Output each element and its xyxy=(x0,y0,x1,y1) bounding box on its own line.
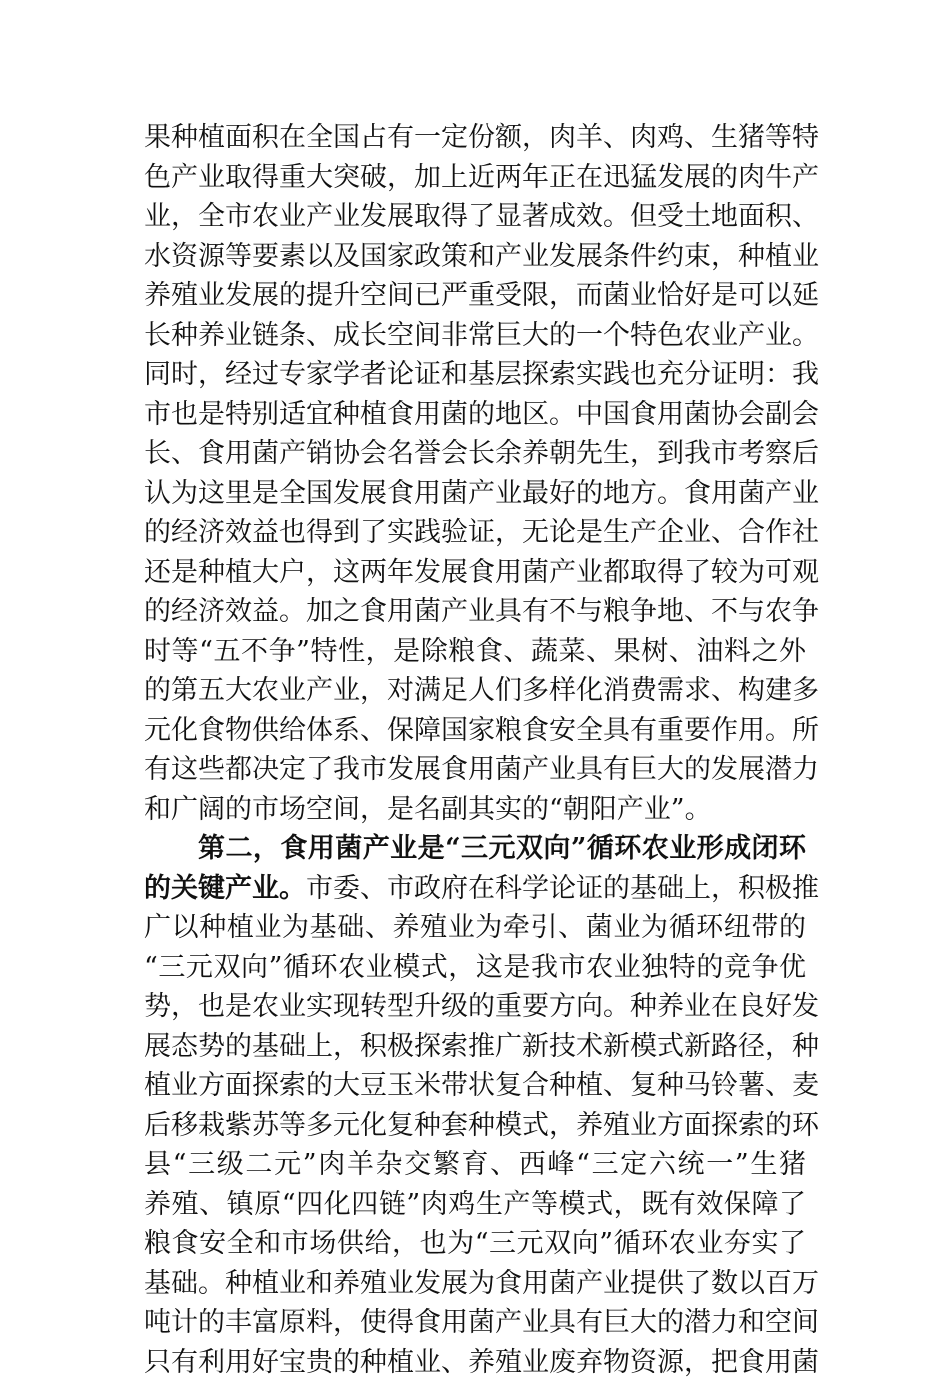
paragraph-2-body xyxy=(144,908,806,1382)
paragraph-2 xyxy=(144,829,806,1382)
text-line: 果种植面积在全国占有一定份额，肉羊、肉鸡、生猪等特 xyxy=(144,118,806,158)
text-line: 时等“五不争”特性，是除粮食、蔬菜、果树、油料之外 xyxy=(144,632,806,672)
text-line: 同时，经过专家学者论证和基层探索实践也充分证明：我 xyxy=(144,355,806,395)
text-line: 养殖、镇原“四化四链”肉鸡生产等模式，既有效保障了 xyxy=(144,1185,806,1225)
text-line: 后移栽紫苏等多元化复种套种模式，养殖业方面探索的环 xyxy=(144,1106,806,1146)
paragraph-2-heading-end: 的关键产业。 xyxy=(144,873,306,904)
text-line: 展态势的基础上，积极探索推广新技术新模式新路径，种 xyxy=(144,1027,806,1067)
text-line: 长、食用菌产销协会名誉会长余养朝先生，到我市考察后 xyxy=(144,434,806,474)
text-line: 基础。种植业和养殖业发展为食用菌产业提供了数以百万 xyxy=(144,1264,806,1304)
paragraph-1 xyxy=(144,118,806,829)
text-line: 色产业取得重大突破，加上近两年正在迅猛发展的肉牛产 xyxy=(144,158,806,198)
text-line: 只有利用好宝贵的种植业、养殖业废弃物资源，把食用菌 xyxy=(144,1343,806,1382)
text-line: 市也是特别适宜种植食用菌的地区。中国食用菌协会副会 xyxy=(144,395,806,435)
text-line: “三元双向”循环农业模式，这是我市农业独特的竞争优 xyxy=(144,948,806,988)
text-line: 的第五大农业产业，对满足人们多样化消费需求、构建多 xyxy=(144,671,806,711)
text-line: 县“三级二元”肉羊杂交繁育、西峰“三定六统一”生猪 xyxy=(144,1145,806,1185)
paragraph-2-line-2-rest: 市委、市政府在科学论证的基础上，积极推 xyxy=(306,873,819,904)
text-line: 的经济效益也得到了实践验证，无论是生产企业、合作社 xyxy=(144,513,806,553)
text-line: 还是种植大户，这两年发展食用菌产业都取得了较为可观 xyxy=(144,553,806,593)
text-line: 植业方面探索的大豆玉米带状复合种植、复种马铃薯、麦 xyxy=(144,1066,806,1106)
text-line: 势，也是农业实现转型升级的重要方向。种养业在良好发 xyxy=(144,987,806,1027)
text-line: 和广阔的市场空间，是名副其实的“朝阳产业”。 xyxy=(144,790,806,830)
text-line: 长种养业链条、成长空间非常巨大的一个特色农业产业。 xyxy=(144,316,806,356)
text-line: 元化食物供给体系、保障国家粮食安全具有重要作用。所 xyxy=(144,711,806,751)
paragraph-2-heading-line-1: 第二，食用菌产业是“三元双向”循环农业形成闭环 xyxy=(144,829,806,869)
text-line: 粮食安全和市场供给，也为“三元双向”循环农业夯实了 xyxy=(144,1224,806,1264)
paragraph-2-line-2 xyxy=(144,869,806,909)
text-line: 认为这里是全国发展食用菌产业最好的地方。食用菌产业 xyxy=(144,474,806,514)
text-line: 广以种植业为基础、养殖业为牵引、菌业为循环纽带的 xyxy=(144,908,806,948)
text-line: 吨计的丰富原料，使得食用菌产业具有巨大的潜力和空间 xyxy=(144,1303,806,1343)
text-line: 的经济效益。加之食用菌产业具有不与粮争地、不与农争 xyxy=(144,592,806,632)
document-body xyxy=(144,118,806,1382)
text-line: 水资源等要素以及国家政策和产业发展条件约束，种植业 xyxy=(144,237,806,277)
text-line: 业，全市农业产业发展取得了显著成效。但受土地面积、 xyxy=(144,197,806,237)
text-line: 有这些都决定了我市发展食用菌产业具有巨大的发展潜力 xyxy=(144,750,806,790)
text-line: 养殖业发展的提升空间已严重受限，而菌业恰好是可以延 xyxy=(144,276,806,316)
